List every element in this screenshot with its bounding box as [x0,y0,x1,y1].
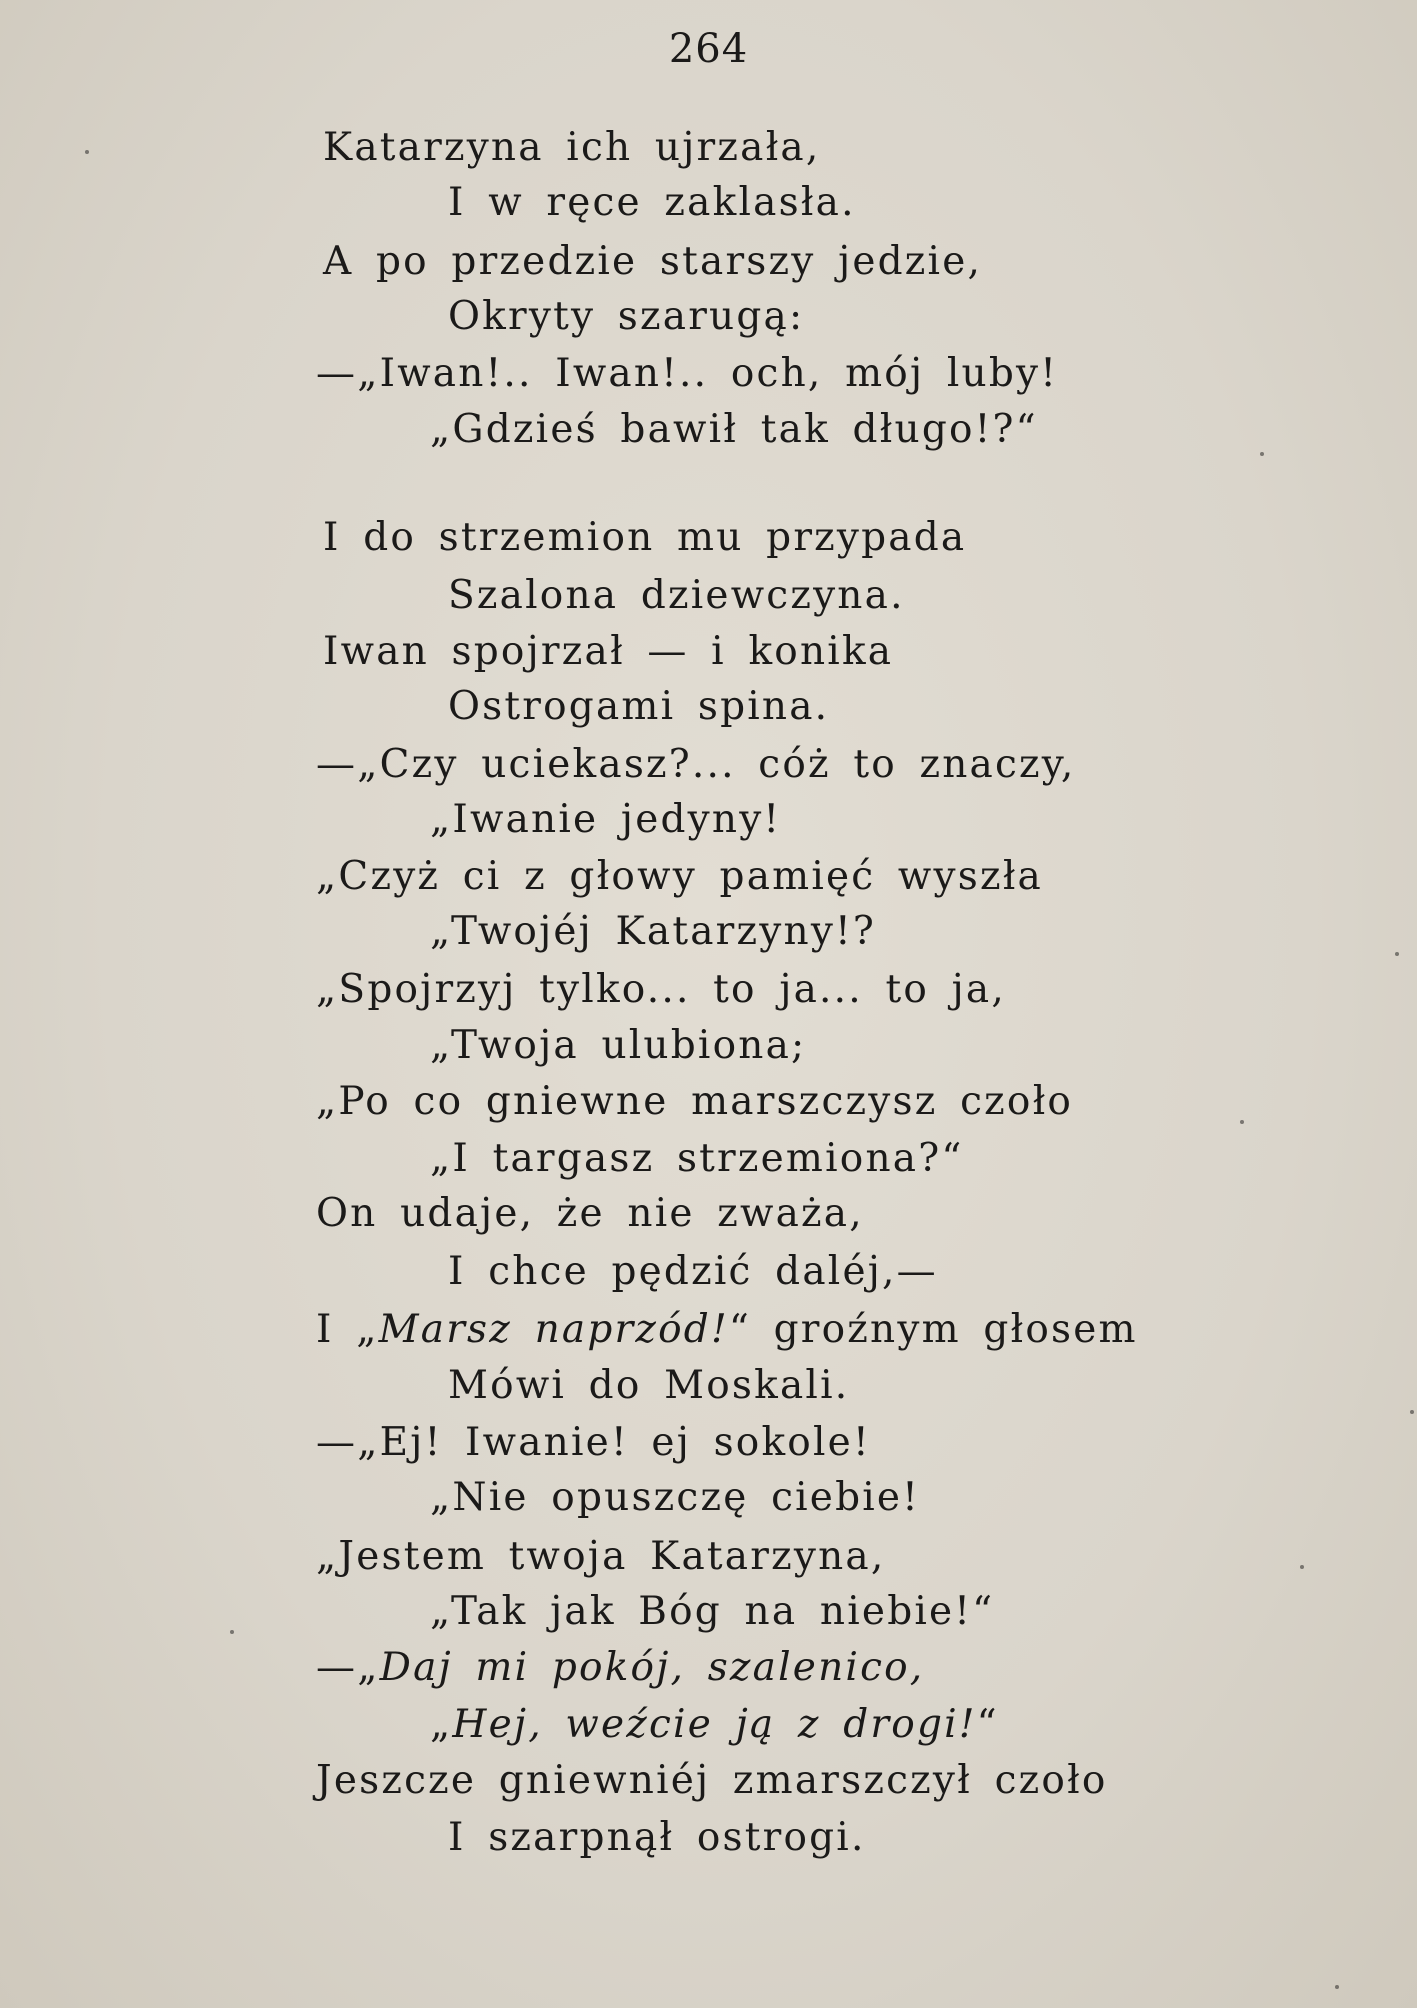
verse-line: Okryty szarugą: [448,294,805,339]
verse-line: „Twoja ulubiona; [430,1023,807,1068]
paper-speck [230,1630,234,1634]
marsz-suffix: “ groźnym głosem [728,1307,1138,1352]
paper-speck [1335,1985,1339,1989]
verse-line: „Spojrzyj tylko... to ja... to ja, [316,967,1006,1012]
verse-line: —„Czy uciekasz?... cóż to znaczy, [316,742,1076,787]
daj-italic: Daj mi pokój, szalenico, [379,1645,925,1690]
verse-line-hej [430,1702,999,1747]
paper-speck [1260,452,1264,456]
verse-line: A po przedzie starszy jedzie, [323,239,983,284]
verse-line: „Jestem twoja Katarzyna, [316,1534,886,1579]
hej-italic: Hej, weźcie ją z drogi! [452,1702,977,1747]
page-number: 264 [668,26,749,72]
verse-line: Ostrogami spina. [448,684,830,729]
paper-speck [1240,1120,1244,1124]
verse-line-marsz [316,1307,1138,1352]
verse-line: „I targasz strzemiona?“ [430,1136,964,1181]
verse-line: „Nie opuszczę ciebie! [430,1475,921,1520]
paper-speck [1300,1565,1304,1569]
marsz-italic: Marsz naprzód! [378,1307,729,1352]
verse-line: „Twojéj Katarzyny!? [430,909,877,954]
verse-line: On udaje, że nie zważa, [316,1191,864,1236]
verse-line: Mówi do Moskali. [448,1363,850,1408]
hej-prefix: „ [430,1702,453,1747]
verse-line: „Gdzieś bawił tak długo!?“ [430,407,1038,452]
daj-prefix: —„ [316,1645,380,1690]
verse-line: „Po co gniewne marszczysz czoło [316,1079,1074,1124]
verse-line: I szarpnął ostrogi. [448,1815,866,1860]
verse-line: Katarzyna ich ujrzała, [323,125,821,170]
verse-line: —„Iwan!.. Iwan!.. och, mój luby! [316,351,1059,396]
paper-speck [1395,952,1399,956]
hej-suffix: “ [976,1702,999,1747]
verse-line: „Czyż ci z głowy pamięć wyszła [316,854,1043,899]
verse-line: Szalona dziewczyna. [448,573,905,618]
marsz-prefix: I „ [316,1307,379,1352]
verse-line: —„Ej! Iwanie! ej sokole! [316,1420,871,1465]
verse-line-daj [316,1645,925,1690]
verse-line: Jeszcze gniewniéj zmarszczył czoło [316,1758,1108,1803]
verse-line: „Iwanie jedyny! [430,797,782,842]
verse-line: „Tak jak Bóg na niebie!“ [430,1589,995,1634]
verse-line: Iwan spojrzał — i konika [323,629,894,674]
paper-speck [85,150,89,154]
verse-line: I do strzemion mu przypada [323,515,967,560]
verse-line: I chce pędzić daléj,— [448,1249,938,1294]
paper-speck [1410,1410,1414,1414]
verse-line: I w ręce zaklasła. [448,180,856,225]
